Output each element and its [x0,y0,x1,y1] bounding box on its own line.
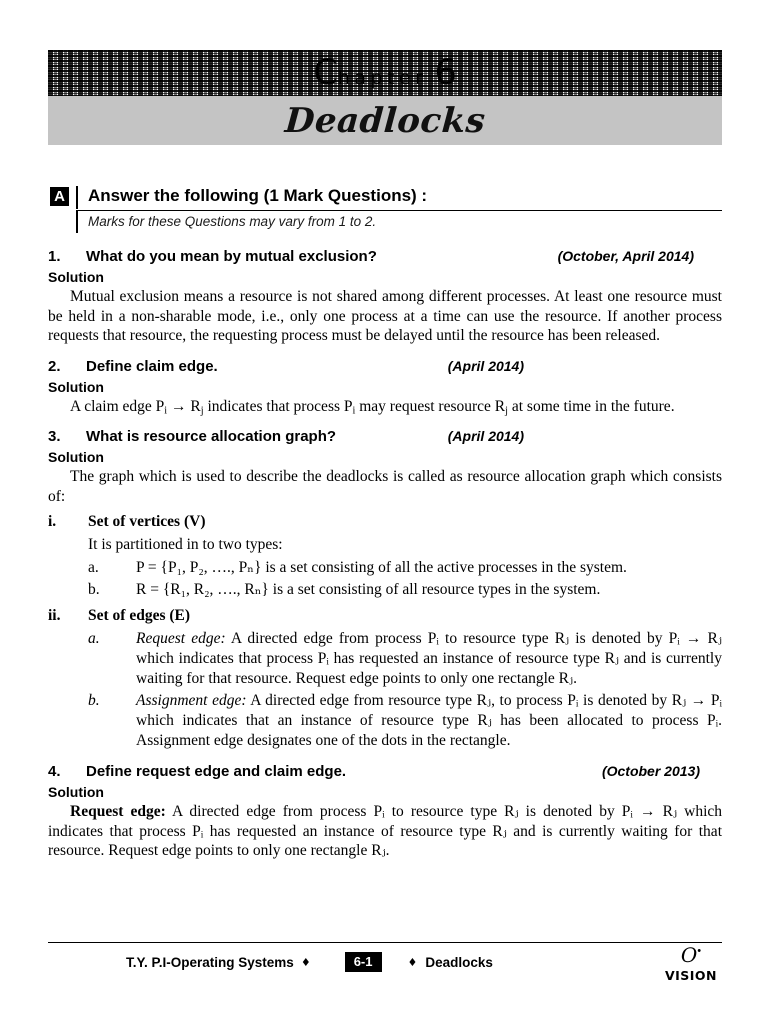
chapter-big-letter: C [313,52,338,93]
question-3-date: (April 2014) [447,428,524,444]
section-header [50,186,722,233]
vision-logo [660,943,722,985]
chapter-number: 6 [434,52,457,93]
answer-2-post: at some time in the future. [507,397,675,415]
list-item-vertices [48,512,722,600]
footer-divider [48,942,722,943]
solution-label-2: Solution [48,378,104,395]
answer-2-sub-j: j [200,405,204,417]
diamond-icon-right: ♦ [407,955,418,969]
diamond-icon-left: ♦ [300,955,311,969]
sublist-edges [88,629,722,751]
footer-chapter-name: Deadlocks [425,954,493,970]
vision-logo-o: O [680,942,697,967]
answer-2-sub-j2: j [505,405,508,417]
sublist-marker-b: b. [88,581,100,598]
sublist-item-assignment-edge [88,691,722,751]
chapter-banner [48,50,722,145]
set-name-p: P [136,559,145,576]
answer-2-mid2: indicates that process P [203,397,353,415]
question-4-date: (October 2013) [601,763,700,779]
questions-content [48,247,722,863]
list-note-vertices: It is partitioned in to two types: [88,536,283,553]
set-elements-r: {R₁, R₂, …., Rₙ} [162,581,269,598]
question-1-date: (October, April 2014) [557,248,694,264]
list-marker-ii: ii. [48,607,61,624]
solution-label-4: Solution [48,784,104,800]
set-name-r: R [136,581,147,598]
section-badge: A [50,187,69,206]
question-4-number: 4. [48,763,61,780]
sublist-text-assignment-edge [136,691,722,751]
sublist-item-r [88,580,722,600]
chapter-hatch-band [48,50,722,96]
section-subtitle-row [50,211,722,233]
chapter-heading [48,50,722,96]
question-4-text: Define request edge and claim edge. [86,763,347,780]
question-2-date: (April 2014) [447,357,524,374]
set-desc-p: is a set consisting of all the active processes in the system. [261,559,627,576]
assignment-edge-body: A directed edge from resource type Rⱼ, to process Pᵢ is denoted by Rⱼ → Pᵢ which indicates that an instance of resource type Rⱼ has been allocated to process Pᵢ. Assignment edge designates one of the dots in the rectangle. [136,692,723,749]
page-footer [48,942,722,983]
section-subtitle: Marks for these Questions may vary from 1 to 2. [88,214,377,229]
list-title-edges: Set of edges (E) [88,607,191,624]
question-3-number: 3. [48,428,61,445]
question-2-text: Define claim edge. [86,357,218,375]
vision-logo-mark [681,943,701,967]
vision-logo-name: VISION [664,967,718,983]
question-3-text: What is resource allocation graph? [86,428,337,445]
sublist-marker-b2: b. [88,692,100,709]
set-desc-r: is a set consisting of all resource types in the system. [268,581,601,598]
list-title-vertices: Set of vertices (V) [88,513,206,530]
section-title-row [50,186,722,209]
list-marker-i: i. [48,513,57,530]
answer-2-sub-i: i [164,405,168,417]
sublist-marker-a2: a. [88,630,100,647]
footer-course: T.Y. P.I-Operating Systems [126,954,294,970]
solution-label-3: Solution [48,449,104,465]
chapter-word: hapter [337,66,428,89]
assignment-edge-lead: Assignment edge: [136,692,247,709]
sublist-item-request-edge [88,629,722,689]
answer-2-pre: A claim edge P [70,397,165,415]
sublist-marker-a: a. [88,559,99,576]
answer-2-sub-i2: i [352,405,356,417]
request-edge-lead: Request edge: [136,630,226,647]
answer-4-lead: Request edge: [70,803,166,820]
set-elements-p: {P₁, P₂, …., Pₙ} [160,559,262,576]
answer-3: The graph which is used to describe the deadlocks is called as resource allocation graph which consists of: [48,468,722,505]
list-item-edges [48,606,722,751]
answer-2 [48,397,722,417]
sublist-text-request-edge [136,629,722,689]
chapter-title-band [48,96,722,145]
solution-label-1: Solution [48,269,104,285]
answer-4-body: A directed edge from process Pᵢ to resource type Rⱼ is denoted by Pᵢ → Rⱼ which indicates that process Pᵢ has requested an instance of resource type Rⱼ and is currently waiting for that resource. Request edge points to only one rectangle Rⱼ. [48,803,723,859]
question-1 [48,247,722,266]
chapter-title: Deadlocks [283,100,487,141]
question-4 [48,762,722,781]
question-1-number: 1. [48,248,61,265]
vision-logo-dot: • [696,946,702,957]
question-3 [48,427,722,446]
section-title: Answer the following (1 Mark Questions) : [88,186,428,205]
sublist-vertices [88,558,722,600]
answer-2-mid1: → R [167,397,201,415]
question-2 [48,357,722,376]
footer-page-number: 6-1 [345,952,382,972]
question-1-text: What do you mean by mutual exclusion? [86,248,377,265]
request-edge-body: A directed edge from process Pᵢ to resource type Rⱼ is denoted by Pᵢ → Rⱼ which indicates that process Pᵢ has requested an instance of resource type Rⱼ and is currently waiting for that resource. Request edge points to only one rectangle Rⱼ. [136,630,722,687]
answer-1: Mutual exclusion means a resource is not shared among different processes. At least one resource must be held in a non-sharable mode, i.e., only one process at a time can use the resource. If another process requests that resource, the requesting process must be delayed until the resource has been released. [48,288,722,344]
sublist-text-p: P = {P₁, P₂, …., Pₙ} is a set consisting of all the active processes in the system. [136,559,627,576]
sublist-text-r: R = {R₁, R₂, …., Rₙ} is a set consisting of all resource types in the system. [136,581,601,598]
footer-row [48,942,722,983]
sublist-item-p [88,558,722,578]
answer-4 [48,802,722,861]
question-2-number: 2. [48,357,61,375]
answer-2-mid3: may request resource R [355,397,506,415]
